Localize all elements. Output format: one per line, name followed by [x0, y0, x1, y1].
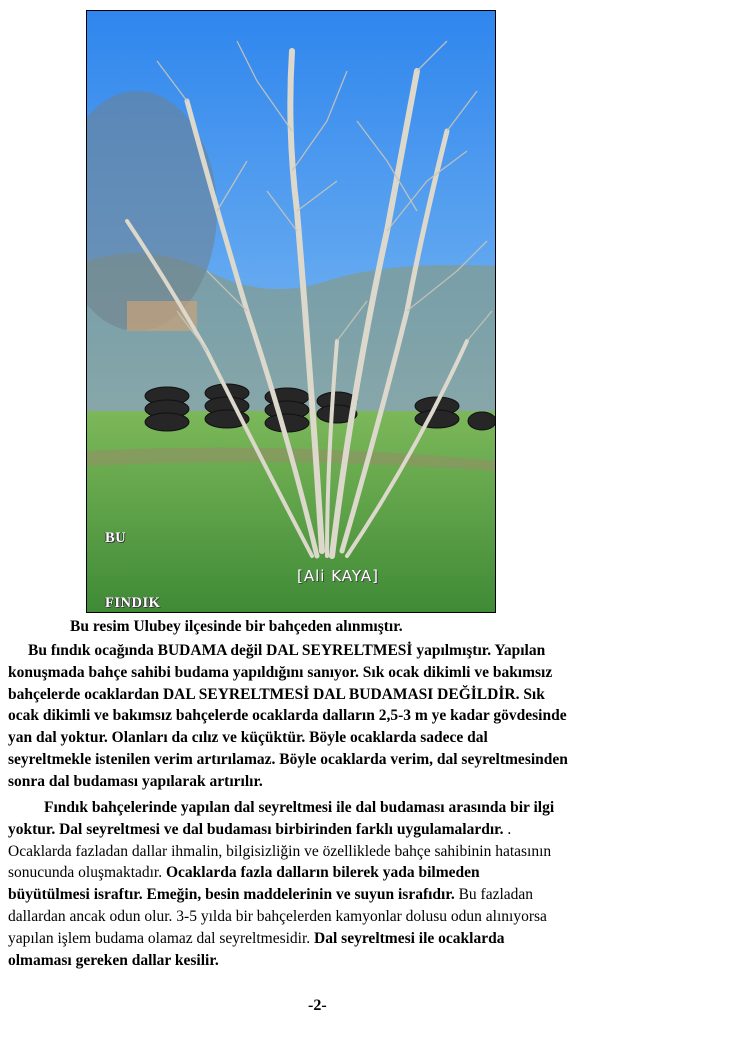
- text-line: konuşmada bahçe sahibi budama yapıldığını sanıyor. Sık ocak dikimli ve bakımsız: [8, 663, 553, 681]
- text-line: Bu fındık ocağında BUDAMA değil DAL SEYRELTMESİ yapılmıştır. Yapılan: [28, 642, 546, 659]
- text-line: sonra dal budaması yapılarak artırılır.: [8, 772, 263, 790]
- paragraph-1: [8, 640, 720, 793]
- text-line: seyreltmekle istenilen verim artırılamaz. Böyle ocaklarda verim, dal seyreltmesinden: [8, 750, 568, 768]
- overlay-line: BU: [105, 530, 127, 546]
- text-line: [8, 928, 720, 950]
- text-bold: Ocaklarda fazla dalların bilerek yada bilmeden: [166, 864, 480, 882]
- text-line: [8, 819, 720, 841]
- text-line: dallardan ancak odun olur. 3-5 yılda bir bahçelerden kamyonlar dolusu odun alınıyorsa: [8, 907, 547, 925]
- hazelnut-orchard-photo: [86, 10, 496, 613]
- text-line: bahçelerde ocaklardan DAL SEYRELTMESİ DAL BUDAMASI DEĞİLDİR. Sık: [8, 685, 545, 703]
- text-bold: Dal seyreltmesi ile ocaklarda: [314, 929, 505, 947]
- text-line: ocak dikimli ve bakımsız bahçelerde ocaklarda dalların 2,5-3 m ye kadar gövdesinde: [8, 707, 567, 725]
- page-number: -2-: [308, 997, 327, 1014]
- text-plain: .: [503, 820, 512, 838]
- photo-overlay-text: [105, 485, 249, 613]
- text-line: [8, 862, 720, 884]
- photo-signature: [Ali KAYA]: [297, 567, 379, 585]
- text-bold: yoktur. Dal seyreltmesi ve dal budaması birbirinden farklı uygulamalardır.: [8, 820, 504, 838]
- text-line: yan dal yoktur. Olanları da cılız ve küçüktür. Böyle ocaklarda sadece dal: [8, 729, 488, 747]
- text-bold: büyütülmesi israftır. Emeğin, besin maddelerinin ve suyun israfıdır.: [8, 886, 455, 904]
- text-plain: Bu fazladan: [454, 886, 534, 904]
- text-plain: yapılan işlem budama olamaz dal seyreltmesidir.: [8, 929, 315, 947]
- text-plain: sonucunda oluşmaktadır.: [8, 864, 166, 882]
- text-line: Fındık bahçelerinde yapılan dal seyreltmesi ile dal budaması arasında bir ilgi: [44, 799, 555, 816]
- text-line: [8, 884, 720, 906]
- text-line: olmaması gereken dallar kesilir.: [8, 951, 219, 969]
- paragraph-2: [8, 797, 720, 971]
- photo-caption: Bu resim Ulubey ilçesinde bir bahçeden alınmıştır.: [70, 618, 403, 635]
- text-line: Ocaklarda fazladan dallar ihmalin, bilgisizliğin ve özelliklede bahçe sahibinin hatasının: [8, 842, 552, 860]
- overlay-line: FINDIK: [105, 594, 161, 611]
